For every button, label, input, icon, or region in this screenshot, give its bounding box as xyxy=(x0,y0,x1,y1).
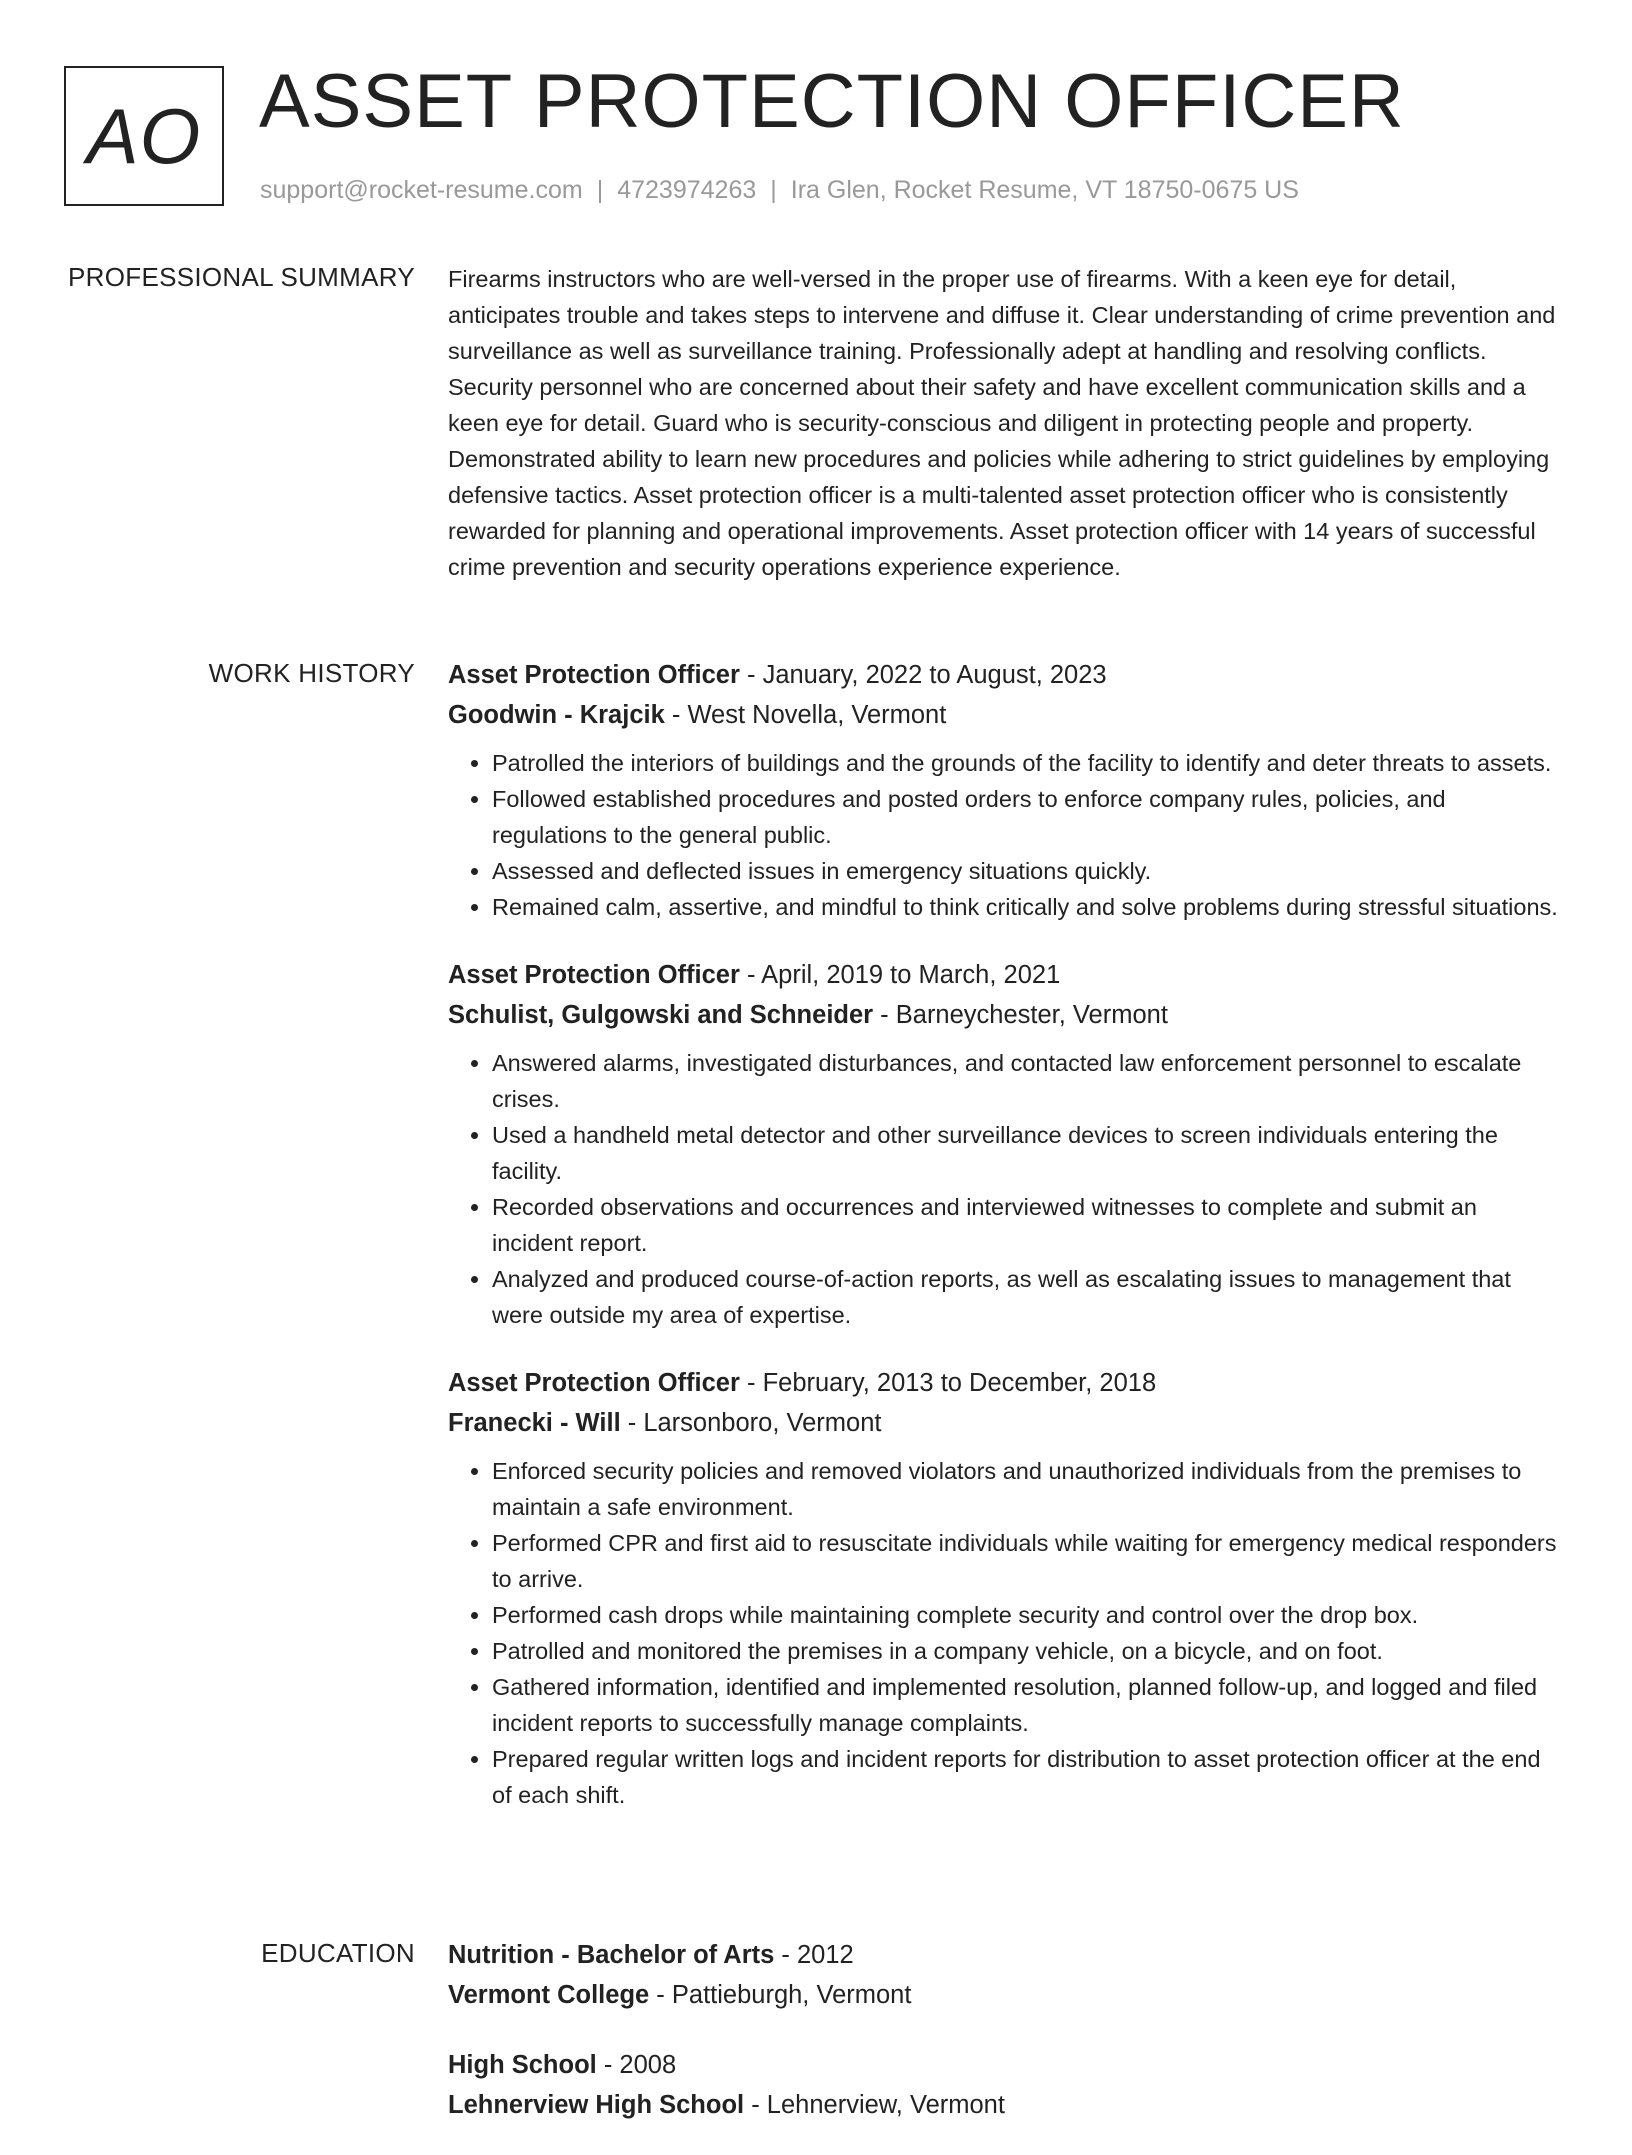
education-body xyxy=(448,1935,1558,2155)
job-duty-item: • Performed cash drops while maintaining complete security and control over the drop box. xyxy=(492,1597,1558,1633)
summary-body xyxy=(448,261,1558,585)
section-title-work: WORK HISTORY xyxy=(208,658,415,688)
education-degree: High School xyxy=(448,2051,597,2079)
job-duty-item: • Performed CPR and first aid to resuscitate individuals while waiting for emergency medical responders to arrive. xyxy=(492,1525,1558,1597)
job-dates: - April, 2019 to March, 2021 xyxy=(739,961,1061,989)
job-location: - Larsonboro, Vermont xyxy=(620,1409,882,1437)
education-location: - Lehnerview, Vermont xyxy=(744,2091,1005,2119)
contact-line xyxy=(260,174,1299,206)
education-degree-line xyxy=(448,1935,1558,1975)
job-role: Asset Protection Officer xyxy=(448,661,740,689)
resume-header xyxy=(0,0,1632,240)
job-company: Goodwin - Krajcik xyxy=(448,701,665,729)
job-duty-item: • Analyzed and produced course-of-action reports, as well as escalating issues to management that were outside my area of expertise. xyxy=(492,1261,1558,1333)
summary-text: Firearms instructors who are well-versed in the proper use of firearms. With a keen eye for detail, anticipates trouble and takes steps to intervene and diffuse it. Clear understanding of crime prevention and surveillance as well as surveillance training. Professionally adept at handling and resolving conflicts. Security personnel who are concerned about their safety and have excellent communication skills and a keen eye for detail. Guard who is security-conscious and diligent in protecting people and property. Demonstrated ability to learn new procedures and policies while adhering to strict guidelines by employing defensive tactics. Asset protection officer is a multi-talented asset protection officer who is consistently rewarded for planning and operational improvements. Asset protection officer with 14 years of successful crime prevention and security operations experience experience. xyxy=(448,266,1556,580)
job-duty-item: • Assessed and deflected issues in emergency situations quickly. xyxy=(492,853,1558,889)
job-duties-list xyxy=(448,1045,1558,1333)
job-duty-item: • Followed established procedures and posted orders to enforce company rules, policies, and regulations to the general public. xyxy=(492,781,1558,853)
job-location: - Barneychester, Vermont xyxy=(873,1001,1168,1029)
contact-address: Ira Glen, Rocket Resume, VT 18750-0675 US xyxy=(790,176,1299,204)
job-duty-item: • Patrolled the interiors of buildings and the grounds of the facility to identify and deter threats to assets. xyxy=(492,745,1558,781)
job-entry xyxy=(448,1363,1558,1813)
education-school: Lehnerview High School xyxy=(448,2091,745,2119)
contact-email: support@rocket-resume.com xyxy=(260,176,583,204)
education-location: - Pattieburgh, Vermont xyxy=(649,1981,912,2009)
job-company: Schulist, Gulgowski and Schneider xyxy=(448,1001,874,1029)
job-company-line xyxy=(448,695,1558,735)
section-title-summary: PROFESSIONAL SUMMARY xyxy=(68,262,415,292)
education-year: - 2008 xyxy=(596,2051,677,2079)
job-duty-item: • Prepared regular written logs and incident reports for distribution to asset protection officer at the end of each shift. xyxy=(492,1741,1558,1813)
education-degree: Nutrition - Bachelor of Arts xyxy=(448,1941,775,1969)
education-school: Vermont College xyxy=(448,1981,650,2009)
work-history-body xyxy=(448,655,1558,1843)
section-title-education: EDUCATION xyxy=(261,1938,415,1968)
job-dates: - February, 2013 to December, 2018 xyxy=(739,1369,1157,1397)
job-duty-item: • Recorded observations and occurrences and interviewed witnesses to complete and submit an incident report. xyxy=(492,1189,1558,1261)
job-title-line xyxy=(448,655,1558,695)
contact-separator: | xyxy=(770,176,777,204)
education-entry xyxy=(448,1935,1558,2015)
job-duty-item: • Gathered information, identified and implemented resolution, planned follow-up, and logged and filed incident reports to successfully manage complaints. xyxy=(492,1669,1558,1741)
education-school-line xyxy=(448,2085,1558,2125)
job-company-line xyxy=(448,1403,1558,1443)
education-school-line xyxy=(448,1975,1558,2015)
job-company: Franecki - Will xyxy=(448,1409,621,1437)
job-role: Asset Protection Officer xyxy=(448,1369,740,1397)
job-duties-list xyxy=(448,1453,1558,1813)
education-year: - 2012 xyxy=(774,1941,854,1969)
job-duty-item: • Used a handheld metal detector and other surveillance devices to screen individuals entering the facility. xyxy=(492,1117,1558,1189)
job-duty-item: • Patrolled and monitored the premises in a company vehicle, on a bicycle, and on foot. xyxy=(492,1633,1558,1669)
candidate-title: ASSET PROTECTION OFFICER xyxy=(259,59,1405,144)
job-duty-item: • Enforced security policies and removed violators and unauthorized individuals from the premises to maintain a safe environment. xyxy=(492,1453,1558,1525)
job-duties-list xyxy=(448,745,1558,925)
education-degree-line xyxy=(448,2045,1558,2085)
job-duty-item: • Answered alarms, investigated disturbances, and contacted law enforcement personnel to escalate crises. xyxy=(492,1045,1558,1117)
job-duty-item: • Remained calm, assertive, and mindful to think critically and solve problems during stressful situations. xyxy=(492,889,1558,925)
monogram-badge: AO xyxy=(64,66,224,206)
education-entry xyxy=(448,2045,1558,2125)
contact-separator: | xyxy=(596,176,604,204)
job-title-line xyxy=(448,955,1558,995)
job-role: Asset Protection Officer xyxy=(448,961,740,989)
job-dates: - January, 2022 to August, 2023 xyxy=(739,661,1107,689)
job-location: - West Novella, Vermont xyxy=(664,701,947,729)
contact-phone: 4723974263 xyxy=(617,176,757,204)
job-entry xyxy=(448,655,1558,925)
job-entry xyxy=(448,955,1558,1333)
job-company-line xyxy=(448,995,1558,1035)
job-title-line xyxy=(448,1363,1558,1403)
